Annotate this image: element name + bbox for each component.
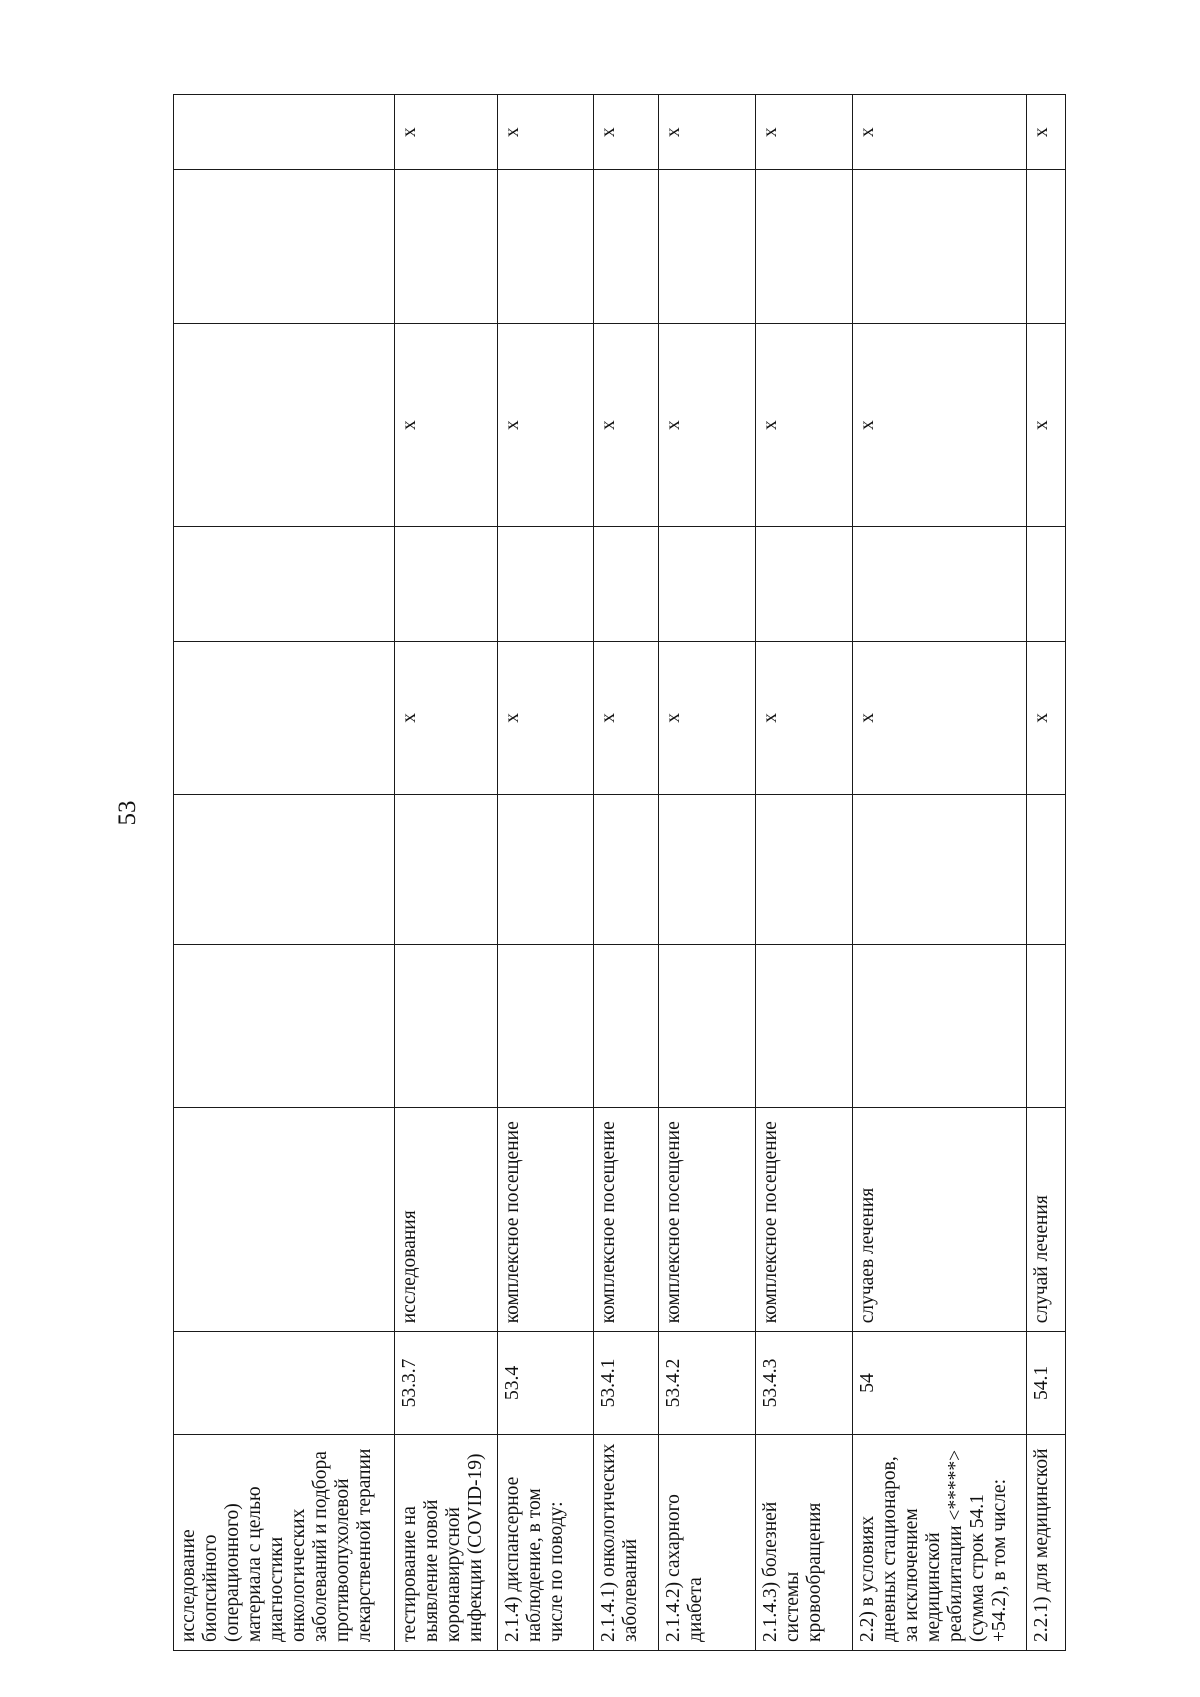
col7-cell [1027,526,1066,641]
col10-cell: х [1027,95,1066,170]
col9-cell [497,170,593,324]
table-row [395,95,498,1651]
col8-cell: х [594,324,659,526]
unit-cell: комплексное посещение [594,1107,659,1332]
col6-cell [174,641,395,794]
col8-cell: х [395,324,498,526]
code-cell: 53.4.2 [658,1332,755,1434]
name-cell: 2.1.4.1) онкологических заболеваний [594,1434,659,1650]
col9-cell [1027,170,1066,324]
code-cell [174,1332,395,1434]
col5-cell [756,794,853,945]
col4-cell [174,945,395,1107]
col6-cell: х [1027,641,1066,794]
col8-cell: х [1027,324,1066,526]
col9-cell [756,170,853,324]
col7-cell [594,526,659,641]
unit-cell: случай лечения [1027,1107,1066,1332]
unit-cell: исследования [395,1107,498,1332]
table-row [658,95,755,1651]
col9-cell [853,170,1027,324]
code-cell: 53.4 [497,1332,593,1434]
table-row [853,95,1027,1651]
col6-cell: х [497,641,593,794]
col7-cell [395,526,498,641]
col4-cell [497,945,593,1107]
col4-cell [395,945,498,1107]
unit-cell: случаев лечения [853,1107,1027,1332]
col6-cell: х [594,641,659,794]
table-row [1027,95,1066,1651]
col10-cell: х [853,95,1027,170]
col7-cell [658,526,755,641]
col4-cell [658,945,755,1107]
code-cell: 53.3.7 [395,1332,498,1434]
col4-cell [1027,945,1066,1107]
col5-cell [395,794,498,945]
col10-cell: х [497,95,593,170]
services-table [173,94,1066,1651]
col9-cell [174,170,395,324]
col7-cell [174,526,395,641]
code-cell: 54.1 [1027,1332,1066,1434]
code-cell: 53.4.1 [594,1332,659,1434]
col4-cell [594,945,659,1107]
col6-cell: х [658,641,755,794]
col8-cell: х [497,324,593,526]
col4-cell [853,945,1027,1107]
col5-cell [853,794,1027,945]
rotated-table-container [173,94,1066,1651]
unit-cell: комплексное посещение [658,1107,755,1332]
col10-cell: х [395,95,498,170]
col7-cell [497,526,593,641]
col5-cell [658,794,755,945]
col5-cell [174,794,395,945]
name-cell: 2.2) в условиях дневных стационаров, за исключением медицинской реабилитации <*****> (сумма строк 54.1 +54.2), в том числе: [853,1434,1027,1650]
col4-cell [756,945,853,1107]
col10-cell: х [594,95,659,170]
unit-cell [174,1107,395,1332]
col10-cell [174,95,395,170]
col8-cell: х [756,324,853,526]
unit-cell: комплексное посещение [497,1107,593,1332]
col9-cell [594,170,659,324]
col10-cell: х [658,95,755,170]
name-cell: 2.1.4.2) сахарного диабета [658,1434,755,1650]
code-cell: 54 [853,1332,1027,1434]
name-cell: 2.1.4.3) болезней системы кровообращения [756,1434,853,1650]
page-number: 53 [114,800,141,826]
table-row [497,95,593,1651]
col6-cell: х [853,641,1027,794]
col10-cell: х [756,95,853,170]
table-row [594,95,659,1651]
col8-cell: х [853,324,1027,526]
col7-cell [756,526,853,641]
code-cell: 53.4.3 [756,1332,853,1434]
col8-cell: х [658,324,755,526]
name-cell: тестирование на выявление новой коронавирусной инфекции (COVID-19) [395,1434,498,1650]
col6-cell: х [756,641,853,794]
table-row [174,95,395,1651]
col8-cell [174,324,395,526]
col6-cell: х [395,641,498,794]
col5-cell [497,794,593,945]
col5-cell [594,794,659,945]
unit-cell: комплексное посещение [756,1107,853,1332]
name-cell: 2.2.1) для медицинской [1027,1434,1066,1650]
name-cell: исследование биопсийного (операционного) материала с целью диагностики онкологических заболеваний и подбора противоопухолевой лекарственной терапии [174,1434,395,1650]
col7-cell [853,526,1027,641]
table-row [756,95,853,1651]
col9-cell [658,170,755,324]
name-cell: 2.1.4) диспансерное наблюдение, в том числе по поводу: [497,1434,593,1650]
col5-cell [1027,794,1066,945]
col9-cell [395,170,498,324]
